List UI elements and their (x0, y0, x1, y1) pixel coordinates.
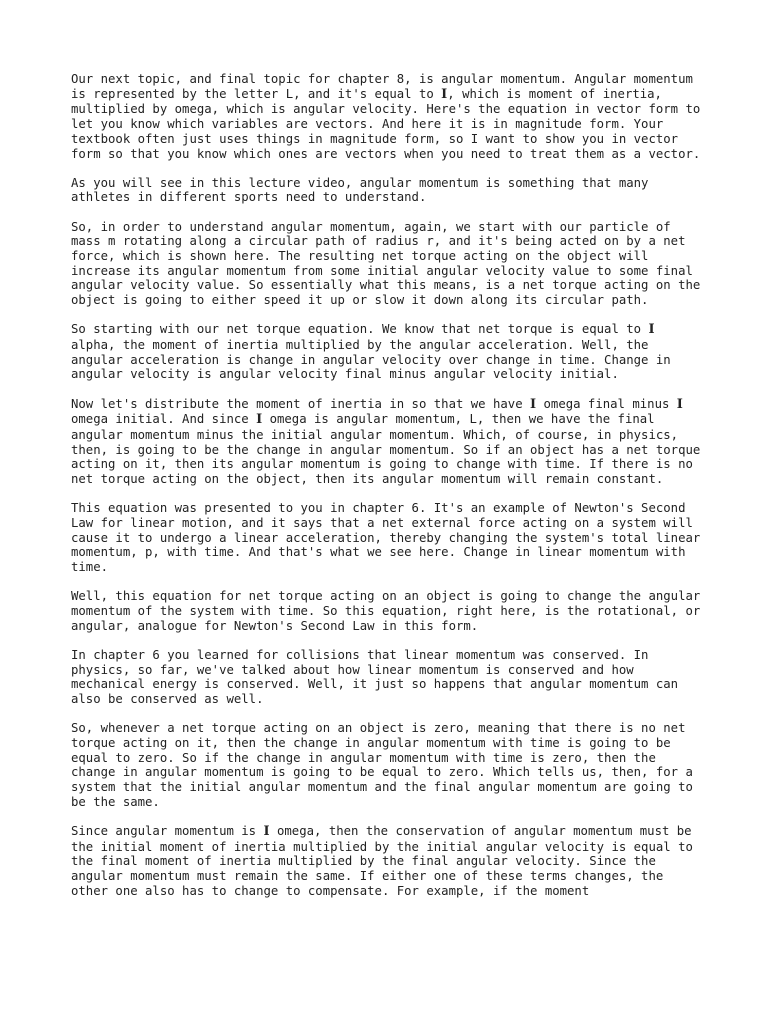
document-page (71, 72, 703, 913)
paragraph (71, 824, 703, 899)
paragraph-text: Now let's distribute the moment of inertia in so that we have (71, 396, 531, 411)
paragraph-text: In chapter 6 you learned for collisions that linear momentum was conserved. In physics, so far, we've talked about how linear momentum is conserved and how mechanical energy is conserved. Well, it just so happens that angular momentum can also be conserved as well. (71, 648, 679, 707)
paragraph-text: So, in order to understand angular momentum, again, we start with our particle of mass m rotating along a circular path of radius r, and it's being acted on by a net force, which is shown here. The resulting net torque acting on the object will increase its angular momentum from some initial angular velocity value to some final angular velocity value. So essentially what this means, is a net torque acting on the object is going to either speed it up or slow it down along its circular path. (71, 219, 701, 308)
paragraph (71, 220, 703, 308)
paragraph (71, 322, 703, 382)
paragraph (71, 721, 703, 809)
paragraph-text: Since angular momentum is (71, 824, 264, 839)
inertia-symbol: I (263, 824, 270, 840)
inertia-symbol: I (530, 396, 537, 412)
paragraph-text: , which is moment of inertia, multiplied by omega, which is angular velocity. Here's the equation in vector form to let you know which variables are vectors. And here it is in magnitude form. Your textbook often just uses things in magnitude form, so I want to show you in vector form so that you know which ones are vectors when you need to treat them as a vector. (71, 86, 701, 161)
paragraph-text: Our next topic, and final topic for chapter 8, is angular momentum. Angular momentum is represented by the letter L, and it's equal to (71, 72, 693, 101)
paragraph (71, 397, 703, 487)
paragraph-text: As you will see in this lecture video, angular momentum is something that many athletes in different sports need to understand. (71, 175, 649, 205)
paragraph (71, 501, 703, 575)
paragraph (71, 176, 703, 205)
paragraph-text: This equation was presented to you in chapter 6. It's an example of Newton's Second Law for linear motion, and it says that a net external force acting on a system will cause it to undergo a linear acceleration, thereby changing the system's total linear momentum, p, with time. And that's what we see here. Change in linear momentum with time. (71, 501, 701, 575)
inertia-symbol: I (441, 86, 448, 102)
paragraph (71, 72, 703, 161)
paragraph (71, 648, 703, 707)
paragraph-text: alpha, the moment of inertia multiplied by the angular acceleration. Well, the angular acceleration is change in angular velocity over change in time. Change in angular velocity is angular velocity final minus angular velocity initial. (71, 338, 671, 382)
paragraph-text: omega is angular momentum, L, then we have the final angular momentum minus the initial angular momentum. Which, of course, in physics, then, is going to be the change in angular momentum. So if an object has a net torque acting on it, then its angular momentum is going to change with time. If there is no net torque acting on the object, then its angular momentum will remain constant. (71, 412, 701, 487)
paragraph-text: Well, this equation for net torque acting on an object is going to change the angular momentum of the system with time. So this equation, right here, is the rotational, or angular, analogue for Newton's Second Law in this form. (71, 589, 701, 633)
paragraph-text: So starting with our net torque equation. We know that net torque is equal to (71, 322, 649, 337)
paragraph-text: omega initial. And since (71, 412, 257, 427)
paragraph-text: omega, then the conservation of angular momentum must be the initial moment of inertia multiplied by the initial angular velocity is equal to the final moment of inertia multiplied by the final angular velocity. Since the angular momentum must remain the same. If either one of these terms changes, the other one also has to change to compensate. For example, if the moment (71, 824, 693, 898)
paragraph (71, 589, 703, 633)
paragraph-text: omega final minus (536, 396, 677, 411)
inertia-symbol: I (676, 396, 683, 412)
paragraph-text: So, whenever a net torque acting on an object is zero, meaning that there is no net torque acting on it, then the change in angular momentum with time is going to be equal to zero. So if the change in angular momentum with time is zero, then the change in angular momentum is going to be equal to zero. Which tells us, then, for a system that the initial angular momentum and the final angular momentum are going to be the same. (71, 721, 693, 809)
inertia-symbol: I (648, 322, 655, 338)
inertia-symbol: I (256, 412, 263, 428)
